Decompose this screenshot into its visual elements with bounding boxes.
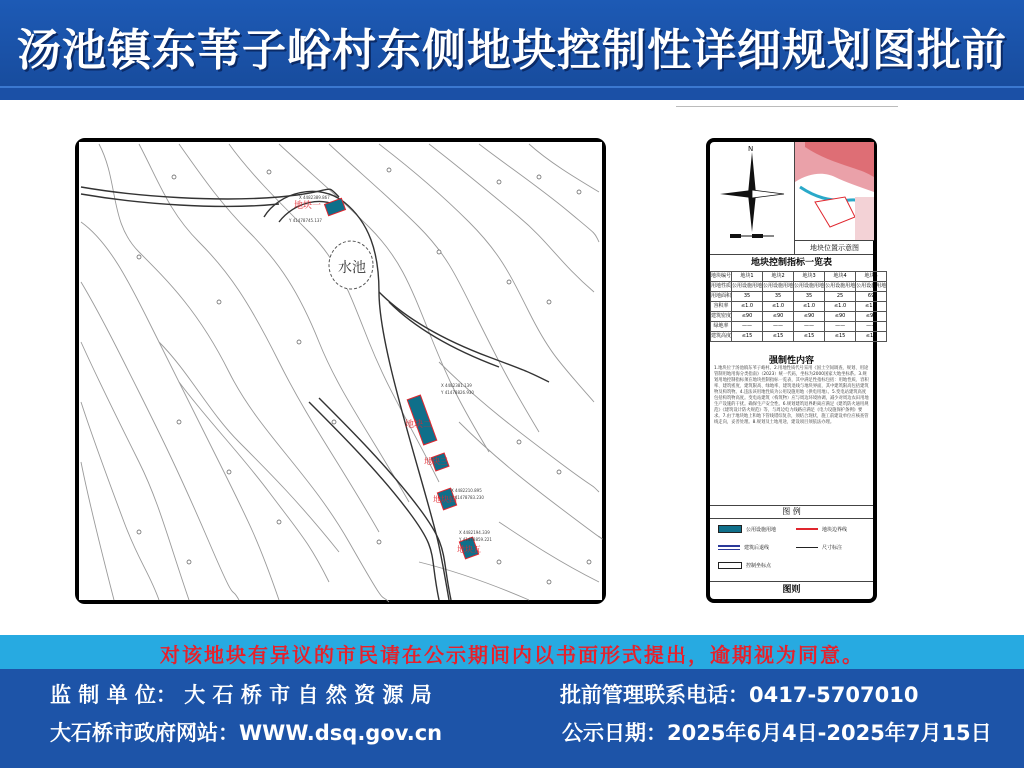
location-map	[794, 142, 874, 241]
table-cell: 69	[856, 292, 887, 302]
table-header-cell: 地块2	[763, 272, 794, 282]
table-cell: ≤1.0	[763, 302, 794, 312]
table-cell: ——	[763, 322, 794, 332]
table-cell: ——	[856, 322, 887, 332]
table-cell: 35	[732, 292, 763, 302]
table-cell: ≤15	[794, 332, 825, 342]
table-cell: 公用设施用地	[856, 282, 887, 292]
info-panel	[706, 138, 887, 603]
table-header-cell: 地块3	[794, 272, 825, 282]
table-cell: ≤90	[732, 312, 763, 322]
table-header-cell: 地块4	[825, 272, 856, 282]
plot-label-5: 地块五	[457, 545, 481, 554]
header-banner	[0, 0, 1024, 100]
plot-label-1: 地块一	[294, 201, 322, 211]
table-cell: ≤15	[825, 332, 856, 342]
location-map-caption: 地块位置示意图	[794, 240, 874, 255]
table-cell: 35	[794, 292, 825, 302]
map-canvas	[79, 142, 602, 600]
coord-label: X 4482389.867	[299, 195, 330, 200]
svg-text:N: N	[748, 145, 754, 153]
index-table-title: 地块控制指标一览表	[710, 254, 873, 272]
requirements-text: 1.地块位于汤池镇东苇子峪村。2.用地性质代号采用《国土空间调查、规划、用途管制用地用海分类指南》（2023）统一代码，坐标为2000国家大地坐标系。3.规划用地控制指标须在地块控制指标一览表，其中满足性指标包括：用地性质、容积率、建筑密度、建筑限高、绿地率、建筑退线与地块界面，其中建筑限高包括建筑物及构筑物。4.违法该用地性质为公用设施用地（供电用地）。5.变电站建筑高度包括构筑物高度。变电站建筑（构筑物）应与周边环境协调，减少对周边农田用地生产设施的干扰。确保生产安全性。6.规划建筑退界距离应满足《建筑防火通用规范》《建筑设计防火规范》等，与周边电力线路应满足《电力设施保护条例》要求。7.由于地块地上和地下管线错综复杂，须结合现状，施工前建设单位应核查管线走向，妥善处理。8.规划及土地用途，建设项目须依法办理。	[714, 366, 869, 425]
table-cell: 35	[763, 292, 794, 302]
table-cell: 建筑密度	[711, 312, 732, 322]
table-cell: 绿地率	[711, 322, 732, 332]
dimension-arrow-icon	[796, 547, 818, 548]
table-cell: 用地性质	[711, 282, 732, 292]
legend-item-dimension	[796, 542, 842, 552]
date-label: 公示日期：2025年6月4日-2025年7月15日	[562, 721, 992, 745]
website-link[interactable]: 大石桥市政府网站：WWW.dsq.gov.cn	[50, 721, 443, 745]
table-header-cell: 地块1	[732, 272, 763, 282]
plot-label-3: 地块三	[424, 457, 448, 466]
page-title: 汤池镇东苇子峪村东侧地块控制性详细规划图批前	[17, 25, 1007, 76]
table-cell: 25	[825, 292, 856, 302]
phone-label: 批前管理联系电话：0417-5707010	[560, 683, 919, 707]
table-header-row	[711, 272, 887, 282]
table-row	[711, 282, 887, 292]
notice-bar	[0, 635, 1024, 669]
table-cell: 公用设施用地	[794, 282, 825, 292]
divider	[676, 106, 898, 107]
legend-item-facility	[718, 524, 776, 534]
coord-label: Y 41478745.137	[289, 218, 322, 223]
legend-item-setback	[718, 542, 769, 552]
table-cell: 公用设施用地	[763, 282, 794, 292]
legend-title: 图 例	[710, 505, 873, 519]
legend-item-control-point	[718, 560, 771, 570]
table-cell: ≤90	[825, 312, 856, 322]
table-cell: 用地面积	[711, 292, 732, 302]
table-row	[711, 322, 887, 332]
table-row	[711, 332, 887, 342]
legend-label: 地块边界线	[822, 526, 848, 533]
plot-label-2: 地块二	[405, 420, 433, 430]
table-cell: ≤90	[763, 312, 794, 322]
legend-footer: 图则	[710, 581, 873, 598]
coord-label: Y 41478783.230	[451, 495, 484, 500]
north-arrow-icon	[710, 142, 794, 254]
table-header-cell: 地块5	[856, 272, 887, 282]
table-cell: ≤90	[856, 312, 887, 322]
objection-notice: 对该地块有异议的市民请在公示期间内以书面形式提出，逾期视为同意。	[160, 643, 864, 667]
table-cell: ≤1.0	[794, 302, 825, 312]
coord-label: X 4482210.895	[451, 488, 482, 493]
planning-map[interactable]	[75, 138, 606, 604]
compass-and-location	[710, 142, 873, 254]
table-header-cell: 地块编号	[711, 272, 732, 282]
coord-label: Y 41478826.930	[441, 390, 474, 395]
setback-line-icon	[718, 545, 740, 550]
table-cell: ≤15	[763, 332, 794, 342]
legend-item-boundary	[796, 524, 847, 534]
legend-label: 公用设施用地	[746, 526, 777, 533]
table-cell: ≤1.0	[856, 302, 887, 312]
table-cell: ——	[794, 322, 825, 332]
table-row	[711, 312, 887, 322]
supervisor-label: 监 制 单 位： 大 石 桥 市 自 然 资 源 局	[50, 683, 432, 707]
display-board	[0, 100, 1024, 635]
table-cell: ——	[732, 322, 763, 332]
legend-label: 建筑后退线	[744, 544, 770, 551]
table-cell: ≤90	[794, 312, 825, 322]
table-row	[711, 302, 887, 312]
plot-label-4: 地块四	[433, 495, 457, 504]
pond-label: 水池	[338, 260, 366, 276]
table-cell: 容积率	[711, 302, 732, 312]
table-cell: ≤15	[856, 332, 887, 342]
coord-label: X 4482194.339	[459, 530, 490, 535]
table-cell: ——	[825, 322, 856, 332]
boundary-line-icon	[796, 528, 818, 530]
table-row	[711, 292, 887, 302]
facility-swatch-icon	[718, 525, 742, 533]
coord-label: X 4482381.139	[441, 383, 472, 388]
control-point-icon	[718, 562, 742, 569]
coord-label: Y 41478859.221	[459, 537, 492, 542]
table-cell: ≤1.0	[732, 302, 763, 312]
table-cell: ≤15	[732, 332, 763, 342]
legend-label: 尺寸标注	[822, 544, 843, 551]
table-cell: 公用设施用地	[825, 282, 856, 292]
table-cell: 建筑高度	[711, 332, 732, 342]
legend-label: 控制坐标点	[746, 562, 772, 569]
table-cell: 公用设施用地	[732, 282, 763, 292]
footer	[0, 669, 1024, 768]
table-cell: ≤1.0	[825, 302, 856, 312]
index-table	[710, 271, 887, 342]
requirements-title: 强制性内容	[768, 356, 814, 366]
